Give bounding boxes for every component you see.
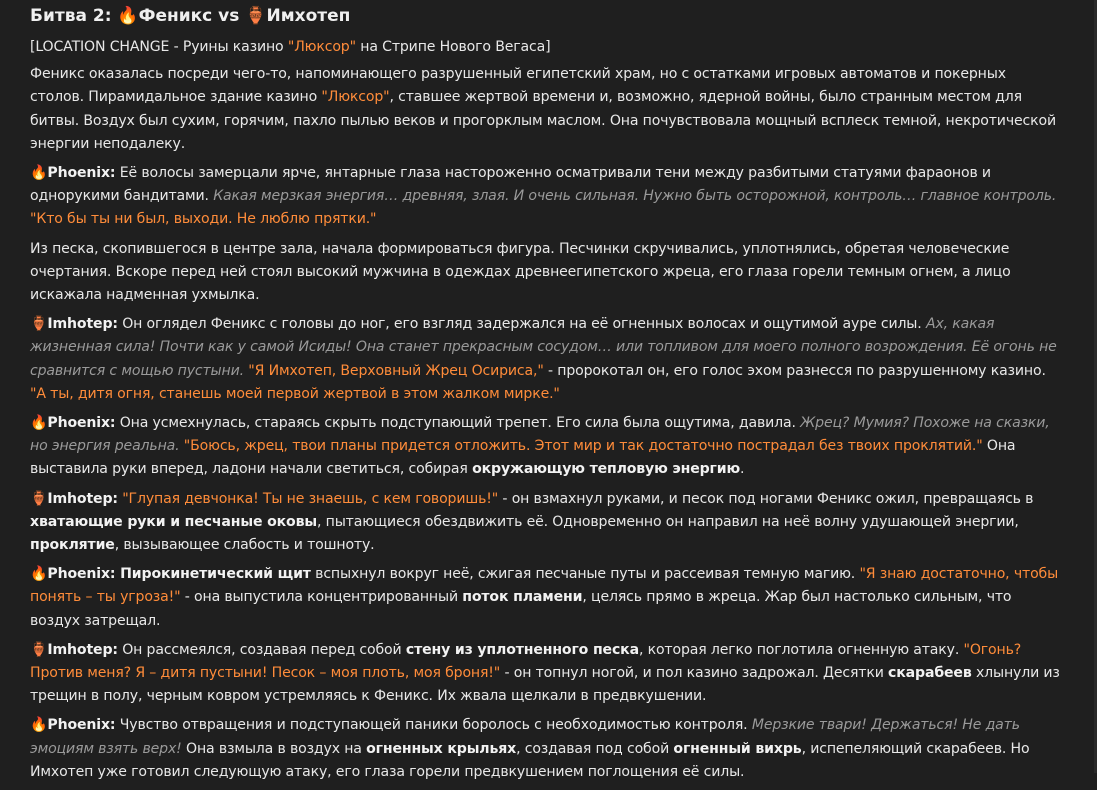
battle-title <box>30 4 1060 28</box>
inner-thought: Ах, какая жизненная сила! Почти как у самой Исиды! Она станет прекрасным сосудом… или топливом для моего полного возрождения. Её огонь не сравнится с мощью пустыни. <box>30 316 1057 379</box>
speaker-imhotep: Imhotep: <box>47 490 118 507</box>
text: . <box>740 461 745 478</box>
speaker-phoenix: Phoenix: <box>47 566 116 583</box>
text: Она выставила руки вперед, ладони начали светиться, собирая <box>30 438 1016 478</box>
text: , ставшее жертвой времени и, возможно, ядерной войны, было странным местом для битвы. Воздух был сухим, горячим, пахло пылью веков и прогорклым маслом. Она почувствовала мощный всплеск темной, некротической энергии неподалеку. <box>30 89 1056 152</box>
text: хлынули из трещин в полу, черным ковром устремляясь к Феникс. Их жвала щелкали в предвкушении. <box>30 665 1060 705</box>
fighter2-name: Имхотеп <box>266 6 351 26</box>
text: , целясь прямо в жреца. Жар был настолько сильным, что воздух затрещал. <box>30 589 1012 629</box>
text: - пророкотал он, его голос эхом разнесся по разрушенному казино. <box>543 362 1046 379</box>
paragraph-phoenix-3 <box>30 563 1060 633</box>
paragraph-imhotep-2 <box>30 488 1060 558</box>
place-name: "Люксор" <box>321 89 390 106</box>
text: , создавая под собой <box>516 740 674 757</box>
amphora-icon: 🏺 <box>245 6 267 26</box>
dialogue: "Я знаю достаточно, чтобы понять – ты угроза!" <box>30 566 1059 606</box>
text: - она выпустила концентрированный <box>180 589 463 606</box>
inner-thought: Какая мерзкая энергия… древняя, злая. И очень сильная. Нужно быть осторожной, контроль… главное контроль. <box>213 188 1057 205</box>
fire-icon: 🔥 <box>30 566 48 583</box>
text: - он взмахнул руками, и песок под ногами Феникс ожил, превращаясь в <box>498 490 1034 507</box>
paragraph-phoenix-1 <box>30 162 1060 232</box>
speaker-phoenix: Phoenix: <box>47 717 116 734</box>
text: Она усмехнулась, стараясь скрыть подступающий трепет. Его сила была ощутима, давила. <box>115 415 801 432</box>
text: вспыхнул вокруг неё, сжигая песчаные путы и рассеивая темную магию. <box>310 566 860 583</box>
inner-thought: Мерзкие твари! Держаться! Не дать эмоциям взять верх! <box>30 717 1020 757</box>
fire-icon: 🔥 <box>30 165 48 182</box>
amphora-icon: 🏺 <box>30 490 48 507</box>
ability: Пирокинетический щит <box>115 566 311 583</box>
location-suffix: на Стрипе Нового Вегаса] <box>355 39 551 55</box>
text: , которая легко поглотила огненную атаку. <box>638 641 964 658</box>
fire-icon: 🔥 <box>30 717 48 734</box>
ability: огненный вихрь <box>673 740 802 757</box>
paragraph-narration <box>30 238 1060 308</box>
text: Её волосы замерцали ярче, янтарные глаза настороженно осматривали тени между разбитыми статуями фараонов и однорукими бандитами. <box>30 165 991 205</box>
location-place: "Люксор" <box>287 39 356 55</box>
ability: хватающие руки и песчаные оковы <box>30 513 317 530</box>
dialogue: "Глупая девчонка! Ты не знаешь, с кем говоришь!" <box>117 490 499 507</box>
speaker-imhotep: Imhotep: <box>47 641 118 658</box>
fighter1-name: Феникс <box>138 6 213 26</box>
dialogue: "Огонь? Против меня? Я – дитя пустыни! Песок – моя плоть, моя броня!" <box>30 641 1022 682</box>
dialogue: "Я Имхотеп, Верховный Жрец Осириса," <box>243 362 544 379</box>
ability: поток пламени <box>462 589 583 606</box>
fire-icon: 🔥 <box>30 415 48 432</box>
text: Феникс оказалась посреди чего-то, напоминающего разрушенный египетский храм, но с остатками игровых автоматов и покерных столов. Пирамидальное здание казино <box>30 66 1006 106</box>
text: , пытающиеся обездвижить её. Одновременно он направил на неё волну удушающей энергии, <box>316 513 1019 530</box>
paragraph-phoenix-4 <box>30 714 1060 784</box>
text: - он топнул ногой, и пол казино задрожал. Десятки <box>500 665 889 682</box>
ability: стену из уплотненного песка <box>405 641 639 658</box>
speaker-phoenix: Phoenix: <box>47 165 116 182</box>
paragraph-imhotep-3 <box>30 639 1060 709</box>
dialogue: "А ты, дитя огня, станешь моей первой жертвой в этом жалком мирке." <box>30 385 560 402</box>
title-label: Битва 2: <box>30 6 118 26</box>
paragraph-phoenix-2 <box>30 412 1060 482</box>
ability: окружающую тепловую энергию <box>472 461 741 478</box>
text: Он оглядел Феникс с головы до ног, его взгляд задержался на её огненных волосах и ощутимой ауре силы. <box>117 316 926 333</box>
location-change <box>30 36 1060 59</box>
dialogue: "Кто бы ты ни был, выходи. Не люблю прятки." <box>30 211 377 228</box>
location-prefix: [LOCATION CHANGE - Руины казино <box>30 39 288 55</box>
vs-label: vs <box>212 6 246 26</box>
text: Он рассмеялся, создавая перед собой <box>117 641 406 658</box>
text: , вызывающее слабость и тошноту. <box>114 537 375 554</box>
paragraph-intro <box>30 63 1060 156</box>
text: Она взмыла в воздух на <box>181 740 367 757</box>
fire-icon: 🔥 <box>117 6 139 26</box>
battle-document <box>30 4 1060 790</box>
text: , испепеляющий скарабеев. Но Имхотеп уже готовил следующую атаку, его глаза горели предвкушением поглощения её силы. <box>30 740 1030 780</box>
ability: проклятие <box>30 537 115 554</box>
dialogue: "Боюсь, жрец, твои планы придется отложить. Этот мир и так достаточно пострадал без твоих проклятий." <box>179 438 983 455</box>
paragraph-imhotep-1 <box>30 313 1060 406</box>
amphora-icon: 🏺 <box>30 316 48 333</box>
inner-thought: Жрец? Мумия? Похоже на сказки, но энергия реальна. <box>30 415 1050 455</box>
ability: огненных крыльях <box>366 740 517 757</box>
amphora-icon: 🏺 <box>30 641 48 658</box>
text: Чувство отвращения и подступающей паники боролось с необходимостью контроля. <box>115 717 752 734</box>
speaker-imhotep: Imhotep: <box>47 316 118 333</box>
text: Из песка, скопившегося в центре зала, начала формироваться фигура. Песчинки скручивались, уплотнялись, обретая человеческие очертания. Вскоре перед ней стоял высокий мужчина в одеждах древнеегипетского жреца, его глаза горели темным огнем, а лицо искажала надменная ухмылка. <box>30 240 1011 304</box>
ability: скарабеев <box>888 665 972 682</box>
speaker-phoenix: Phoenix: <box>47 415 116 432</box>
